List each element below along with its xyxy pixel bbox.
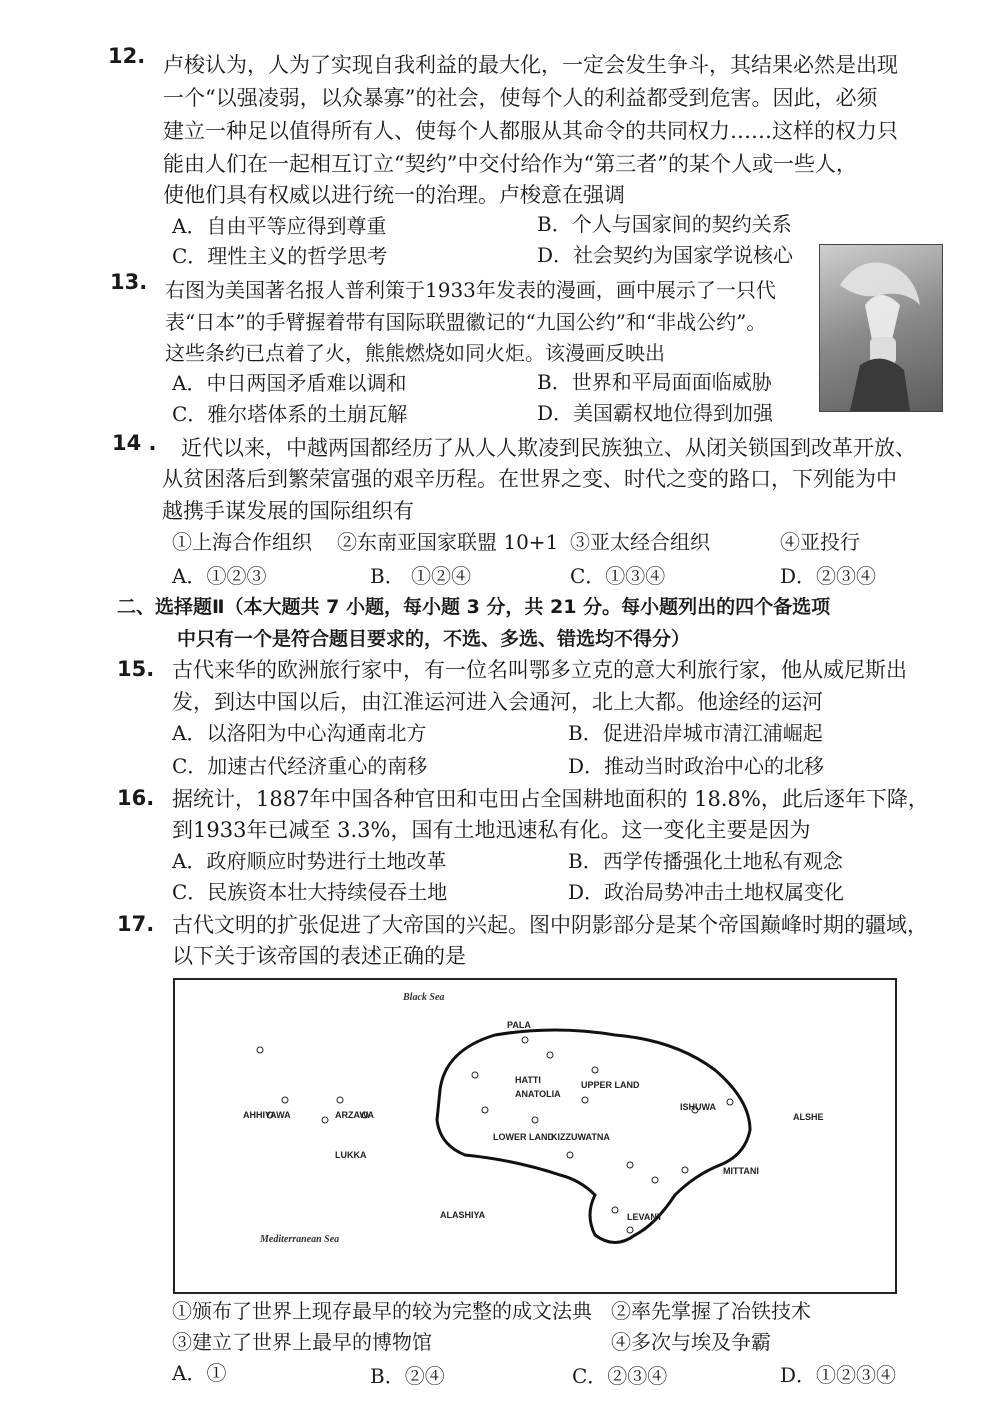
q14-option-a: A．①②③ [172, 564, 267, 588]
map-label-ahhiyawa: AHHIYAWA [243, 1110, 291, 1120]
map-label-levant: LEVANT [627, 1212, 663, 1222]
q16-line-2: 到1933年已减至 3.3%，国有土地迅速私有化。这一变化主要是因为 [172, 818, 811, 842]
map-label-lukka: LUKKA [335, 1150, 367, 1160]
q12-option-a: A．自由平等应得到尊重 [172, 214, 387, 238]
q16-line-1: 据统计，1887年中国各种官田和屯田占全国耕地面积的 18.8%，此后逐年下降， [172, 787, 929, 811]
question-17-number: 17. [117, 912, 155, 936]
q14-line-3: 越携手谋发展的国际组织有 [162, 499, 414, 523]
map-label-upper-land: UPPER LAND [581, 1080, 640, 1090]
q17-item-4: ④多次与埃及争霸 [611, 1330, 771, 1354]
q14-item-4: ④亚投行 [780, 530, 860, 554]
q15-line-1: 古代来华的欧洲旅行家中，有一位名叫鄂多立克的意大利旅行家，他从威尼斯出 [172, 658, 907, 682]
q12-line-4: 能由人们在一起相互订立“契约”中交付给作为“第三者”的某个人或一些人， [163, 152, 857, 176]
q17-item-3: ③建立了世界上最早的博物馆 [172, 1330, 432, 1354]
question-13-number: 13. [110, 270, 148, 294]
map-label-lower-land: LOWER LAND [493, 1132, 554, 1142]
q13-option-a: A．中日两国矛盾难以调和 [172, 371, 407, 395]
q12-line-5: 使他们具有权威以进行统一的治理。卢梭意在强调 [163, 183, 625, 207]
q16-option-b: B．西学传播强化土地私有观念 [568, 849, 843, 873]
torch-hand-illustration [820, 245, 942, 411]
q17-item-2: ②率先掌握了冶铁技术 [611, 1299, 811, 1323]
q17-line-1: 古代文明的扩张促进了大帝国的兴起。图中阴影部分是某个帝国巅峰时期的疆域， [172, 913, 928, 937]
q12-line-1: 卢梭认为，人为了实现自我利益的最大化，一定会发生争斗，其结果必然是出现 [163, 53, 898, 77]
cartoon-image [819, 244, 943, 412]
q12-line-3: 建立一种足以值得所有人、使每个人都服从其命令的共同权力……这样的权力只 [163, 119, 898, 143]
q16-option-d: D．政治局势冲击土地权属变化 [568, 880, 845, 904]
q14-item-1: ①上海合作组织 [172, 530, 312, 554]
question-14-number: 14 . [112, 431, 157, 455]
q13-line-3: 这些条约已点着了火，熊熊燃烧如同火炬。该漫画反映出 [165, 341, 665, 365]
q16-option-a: A．政府顺应时势进行土地改革 [172, 849, 447, 873]
q15-option-b: B．促进沿岸城市清江浦崛起 [568, 721, 823, 745]
map-label-anatolia: ANATOLIA [515, 1089, 561, 1099]
q14-item-3: ③亚太经合组织 [570, 530, 710, 554]
q15-line-2: 发，到达中国以后，由江淮运河进入会通河，北上大都。他途经的运河 [172, 690, 823, 714]
q12-option-c: C．理性主义的哲学思考 [172, 244, 388, 268]
q12-line-2: 一个“以强凌弱，以众暴寡”的社会，使每个人的利益都受到危害。因此，必须 [163, 86, 878, 110]
q12-option-b: B．个人与国家间的契约关系 [537, 212, 792, 236]
q14-option-c: C．①③④ [570, 564, 666, 588]
q13-line-2: 表“日本”的手臂握着带有国际联盟徽记的“九国公约”和“非战公约”。 [165, 310, 767, 334]
map-label-kizzuwatna: KIZZUWATNA [551, 1132, 610, 1142]
map-label-alashiya: ALASHIYA [440, 1210, 486, 1220]
map-label-med-sea: Mediterranean Sea [260, 1234, 340, 1245]
section-2-heading: 二、选择题Ⅱ（本大题共 7 小题，每小题 3 分，共 21 分。每小题列出的四个备选项 [117, 596, 831, 618]
q16-option-c: C．民族资本壮大持续侵吞土地 [172, 880, 448, 904]
map-label-pala: PALA [507, 1020, 531, 1030]
question-16-number: 16. [117, 786, 155, 810]
q13-option-c: C．雅尔塔体系的土崩瓦解 [172, 402, 408, 426]
q14-option-d: D．②③④ [780, 564, 877, 588]
empire-map [173, 978, 897, 1294]
q17-line-2: 以下关于该帝国的表述正确的是 [172, 944, 466, 968]
q14-option-b: B． ①②④ [370, 564, 472, 588]
q15-option-a: A．以洛阳为中心沟通南北方 [172, 721, 427, 745]
map-label-arzawa: ARZAWA [335, 1110, 374, 1120]
q17-option-b: B．②④ [370, 1364, 445, 1388]
map-label-mittani: MITTANI [723, 1166, 759, 1176]
q15-option-c: C．加速古代经济重心的南移 [172, 754, 428, 778]
question-12-number: 12. [108, 44, 146, 68]
map-label-hatti: HATTI [515, 1075, 541, 1085]
map-drawing [175, 980, 891, 1288]
section-2-subheading: 中只有一个是符合题目要求的，不选、多选、错选均不得分） [177, 628, 691, 650]
q14-line-2: 从贫困落后到繁荣富强的艰辛历程。在世界之变、时代之变的路口，下列能为中 [162, 467, 897, 491]
map-label-alshe: ALSHE [793, 1112, 824, 1122]
q13-option-d: D．美国霸权地位得到加强 [537, 401, 774, 425]
q14-item-2: ②东南亚国家联盟 10+1 [337, 530, 559, 554]
q13-option-b: B．世界和平局面面临威胁 [537, 370, 772, 394]
q17-option-c: C．②③④ [572, 1364, 668, 1388]
q12-option-d: D．社会契约为国家学说核心 [537, 243, 794, 267]
question-15-number: 15. [117, 657, 155, 681]
map-label-ishuwa: ISHUWA [680, 1102, 716, 1112]
map-label-black-sea: Black Sea [403, 992, 445, 1003]
q17-option-a: A．① [172, 1361, 227, 1385]
q17-option-d: D．①②③④ [780, 1363, 897, 1387]
q17-item-1: ①颁布了世界上现存最早的较为完整的成文法典 [172, 1299, 592, 1323]
q13-line-1: 右图为美国著名报人普利策于1933年发表的漫画，画中展示了一只代 [165, 278, 776, 302]
q15-option-d: D．推动当时政治中心的北移 [568, 754, 825, 778]
q14-line-1: 近代以来，中越两国都经历了从人人欺凌到民族独立、从闭关锁国到改革开放、 [181, 436, 916, 460]
